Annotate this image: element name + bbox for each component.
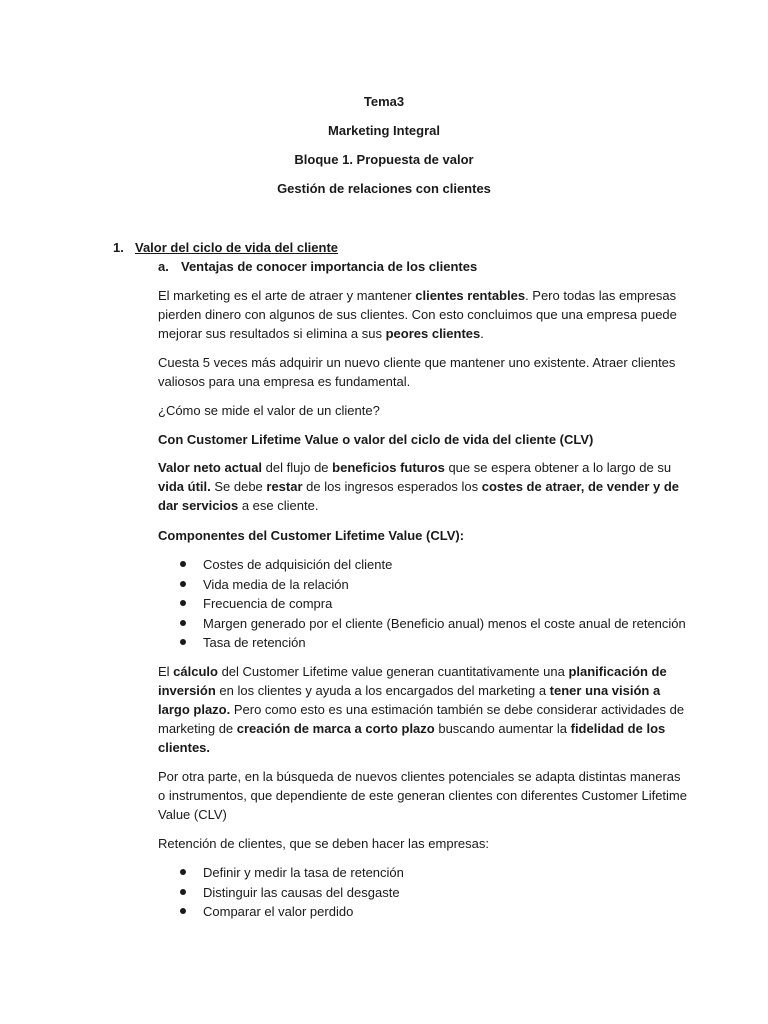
list-item: Costes de adquisición del cliente <box>203 557 393 572</box>
paragraph-clv-heading: Con Customer Lifetime Value o valor del ciclo de vida del cliente (CLV) <box>158 432 594 447</box>
paragraph-components-heading: Componentes del Customer Lifetime Value (CLV): <box>158 528 465 543</box>
doc-title-course: Marketing Integral <box>328 123 440 138</box>
list-item: Margen generado por el cliente (Beneficio anual) menos el coste anual de retención <box>203 616 686 631</box>
bullet-icon <box>180 908 186 914</box>
list-item: Tasa de retención <box>203 635 306 650</box>
bullet-icon <box>180 561 186 567</box>
paragraph-retention-heading: Retención de clientes, que se deben hacer las empresas: <box>158 836 489 851</box>
paragraph-new-clients: Por otra parte, en la búsqueda de nuevos clientes potenciales se adapta distintas maneras o instrumentos, que dependiente de este generan clientes con diferentes Customer Lifetime Value (CLV) <box>158 769 687 822</box>
list-item: Distinguir las causas del desgaste <box>203 885 400 900</box>
doc-title-topic: Gestión de relaciones con clientes <box>277 181 491 196</box>
paragraph-acquisition-cost: Cuesta 5 veces más adquirir un nuevo cliente que mantener uno existente. Atraer clientes valiosos para una empresa es fundamental. <box>158 355 676 389</box>
paragraph-clv-calculation: El cálculo del Customer Lifetime value generan cuantitativamente una planificación de inversión en los clientes y ayuda a los encargados del marketing a tener una visión a largo plazo. Pero como esto es una estimación también se debe considerar actividades de marketing de creación de marca a corto plazo buscando aumentar la fidelidad de los clientes. <box>158 664 685 755</box>
list-item: Comparar el valor perdido <box>203 904 354 919</box>
section-number: 1. <box>113 240 124 255</box>
subsection-letter: a. <box>158 259 169 274</box>
bullet-icon <box>180 620 186 626</box>
section-heading: Valor del ciclo de vida del cliente <box>135 240 339 255</box>
paragraph-question: ¿Cómo se mide el valor de un cliente? <box>158 403 380 418</box>
bullet-icon <box>180 639 186 645</box>
bullet-icon <box>180 600 186 606</box>
list-item: Definir y medir la tasa de retención <box>203 865 404 880</box>
doc-title-block: Bloque 1. Propuesta de valor <box>294 152 474 167</box>
bullet-icon <box>180 869 186 875</box>
subsection-heading: Ventajas de conocer importancia de los clientes <box>181 259 478 274</box>
paragraph-clv-definition: Valor neto actual del flujo de beneficios futuros que se espera obtener a lo largo de su vida útil. Se debe restar de los ingresos esperados los costes de atraer, de vender y de dar servicios a ese cliente. <box>158 460 680 513</box>
doc-title-tema: Tema3 <box>363 94 405 109</box>
bullet-icon <box>180 889 186 895</box>
list-item: Frecuencia de compra <box>203 596 333 611</box>
list-item: Vida media de la relación <box>203 577 349 592</box>
paragraph-marketing-definition: El marketing es el arte de atraer y mantener clientes rentables. Pero todas las empresas pierden dinero con algunos de sus clientes. Con esto concluimos que una empresa puede mejorar sus resultados si elimina a sus peores clientes. <box>158 288 677 341</box>
bullet-icon <box>180 581 186 587</box>
